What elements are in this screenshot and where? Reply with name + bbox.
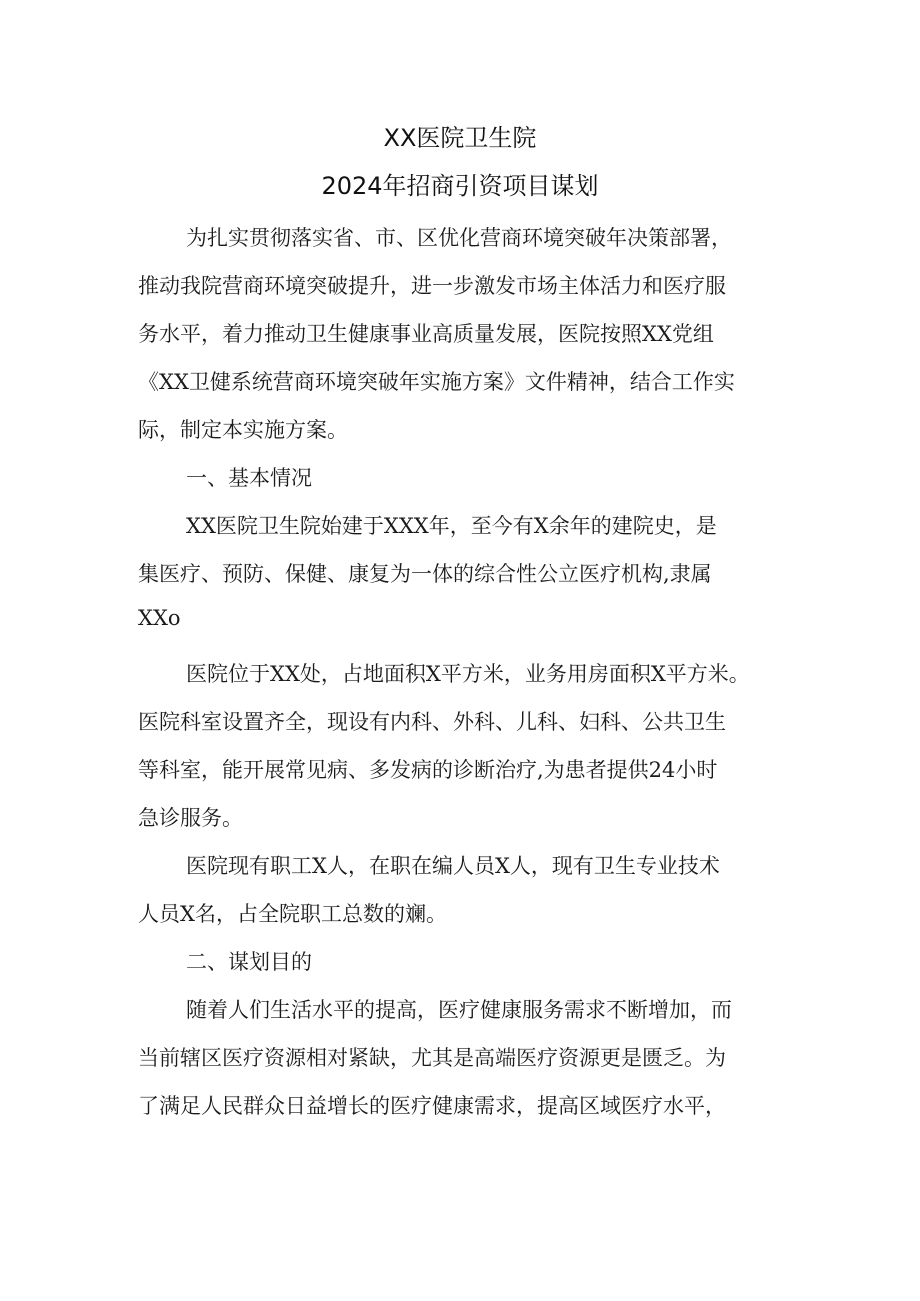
section-heading: 一、基本情况	[186, 466, 312, 490]
document-subtitle: 2024年招商引资项目谋划	[321, 172, 599, 200]
document-title: XX医院卫生院	[383, 124, 537, 152]
paragraph-line: 《XX卫健系统营商环境突破年实施方案》文件精神，结合工作实	[138, 370, 735, 394]
paragraph-line: 医院现有职工X人，在职在编人员X人，现有卫生专业技术	[186, 854, 720, 878]
section-heading: 二、谋划目的	[186, 950, 312, 974]
paragraph-line: 急诊服务。	[138, 806, 243, 830]
paragraph-line: 当前辖区医疗资源相对紧缺，尤其是高端医疗资源更是匮乏。为	[138, 1046, 726, 1070]
paragraph-line: 随着人们生活水平的提高，医疗健康服务需求不断增加，而	[186, 998, 732, 1022]
paragraph-line: 等科室，能开展常见病、多发病的诊断治疗,为患者提供24小时	[138, 758, 718, 782]
paragraph-line: 了满足人民群众日益增长的医疗健康需求，提高区域医疗水平，	[138, 1094, 726, 1118]
paragraph-line: 集医疗、预防、保健、康复为一体的综合性公立医疗机构,隶属	[138, 562, 712, 586]
paragraph-line: 际，制定本实施方案。	[138, 418, 348, 442]
paragraph-line: 人员X名，占全院职工总数的斓。	[138, 902, 447, 926]
paragraph-line: XX医院卫生院始建于XXX年，至今有X余年的建院史，是	[186, 514, 717, 538]
paragraph-line: 推动我院营商环境突破提升，进一步激发市场主体活力和医疗服	[138, 274, 726, 298]
paragraph-line: 务水平，着力推动卫生健康事业高质量发展，医院按照XX党组	[138, 322, 714, 346]
paragraph-line: 医院位于XX处，占地面积X平方米，业务用房面积X平方米。	[186, 662, 750, 686]
paragraph-line: 医院科室设置齐全，现设有内科、外科、儿科、妇科、公共卫生	[138, 710, 726, 734]
paragraph-line: 为扎实贯彻落实省、市、区优化营商环境突破年决策部署，	[186, 226, 732, 250]
paragraph-line: XXo	[138, 606, 181, 630]
